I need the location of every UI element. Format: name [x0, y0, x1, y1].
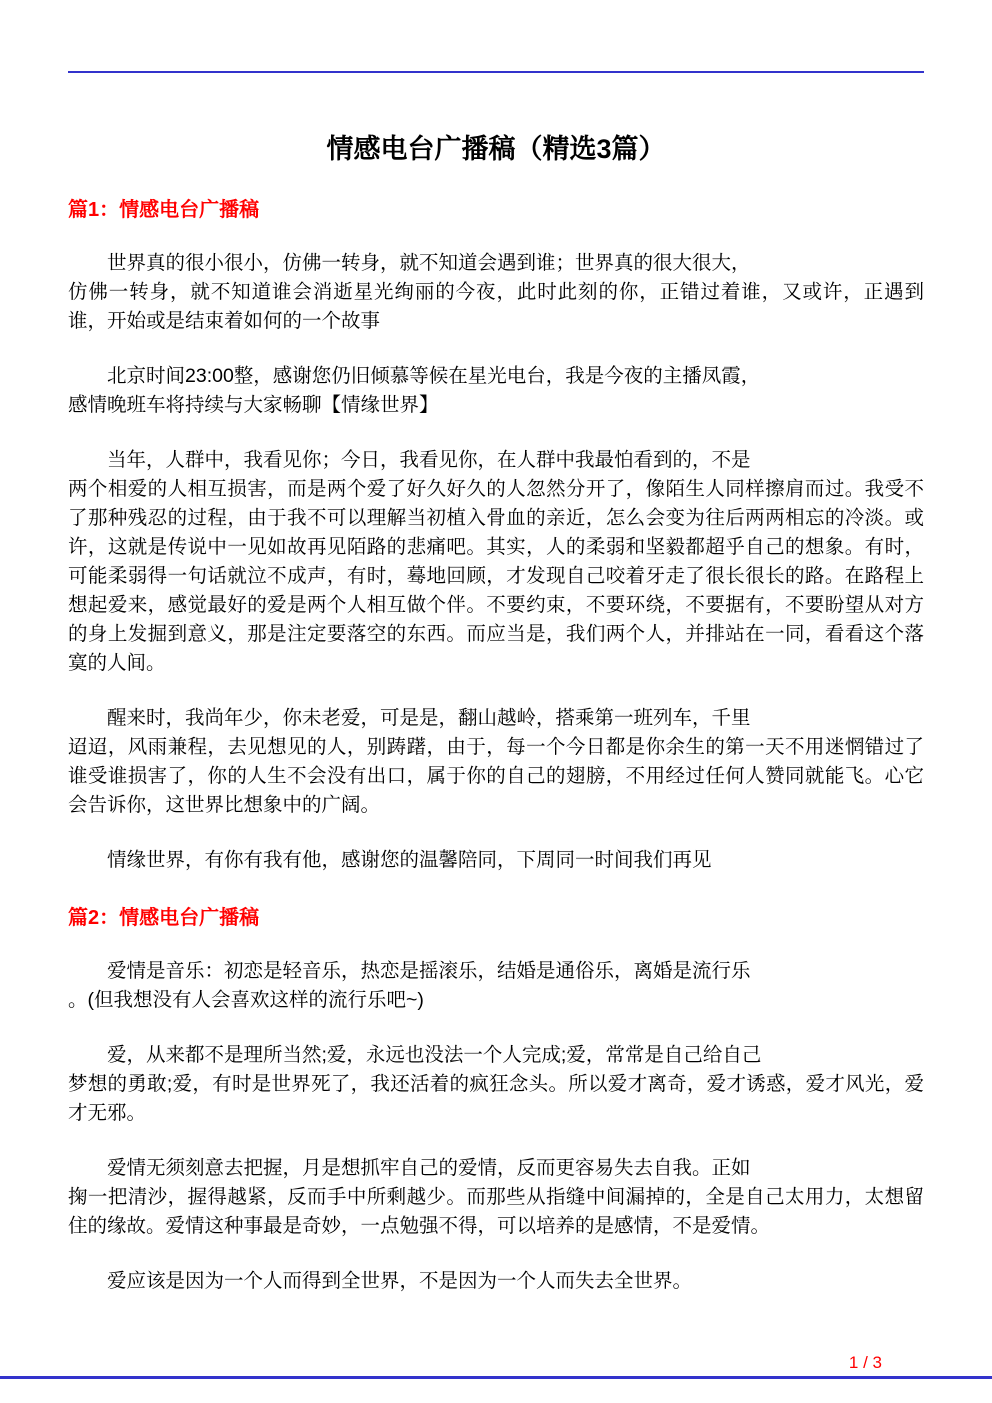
paragraph-continuation: 感情晚班车将持续与大家畅聊【情缘世界】: [68, 394, 439, 416]
paragraph-continuation: 梦想的勇敢;爱，有时是世界死了，我还活着的疯狂念头。所以爱才离奇，爱才诱惑，爱才风光，爱才无邪。: [68, 1073, 924, 1124]
paragraph-first-line: 爱应该是因为一个人而得到全世界，不是因为一个人而失去全世界。: [107, 1270, 693, 1292]
paragraph: [68, 1154, 924, 1241]
paragraph-first-line: 北京时间23:00整，感谢您仍旧倾慕等候在星光电台，我是今夜的主播凤霞，: [107, 365, 761, 387]
paragraph-first-line: 醒来时，我尚年少，你未老爱，可是是，翻山越岭，搭乘第一班列车，千里: [107, 707, 751, 729]
section-1-heading: 篇1：情感电台广播稿: [68, 199, 260, 221]
paragraph-continuation: 迢迢，风雨兼程，去见想见的人，别踌躇，由于，每一个今日都是你余生的第一天不用迷惘错过了谁受谁损害了，你的人生不会没有出口，属于你的自己的翅膀，不用经过任何人赞同就能飞。心它会告诉你，这世界比想象中的广阔。: [68, 736, 924, 816]
document-title: 情感电台广播稿（精选3篇）: [326, 134, 666, 164]
paragraph: [68, 249, 924, 336]
paragraph: [68, 1267, 924, 1296]
page-number: 1 / 3: [848, 1353, 882, 1372]
paragraph-continuation: 掬一把清沙，握得越紧，反而手中所剩越少。而那些从指缝中间漏掉的，全是自己太用力，太想留住的缘故。爱情这种事最是奇妙，一点勉强不得，可以培养的是感情，不是爱情。: [68, 1186, 924, 1237]
paragraph-first-line: 世界真的很小很小，仿佛一转身，就不知道会遇到谁；世界真的很大很大，: [107, 252, 751, 274]
footer-rule: [0, 1376, 992, 1379]
section-1: [68, 197, 924, 875]
document-content: [68, 73, 924, 1322]
paragraph-first-line: 爱情是音乐：初恋是轻音乐，热恋是摇滚乐，结婚是通俗乐，离婚是流行乐: [107, 960, 751, 982]
paragraph-first-line: 爱，从来都不是理所当然;爱，永远也没法一个人完成;爱，常常是自己给自己: [107, 1044, 762, 1066]
paragraph-first-line: 爱情无须刻意去把握，月是想抓牢自己的爱情，反而更容易失去自我。正如: [107, 1157, 751, 1179]
paragraph: [68, 446, 924, 678]
section-2-heading: 篇2：情感电台广播稿: [68, 907, 260, 929]
section-2: [68, 905, 924, 1296]
paragraph: [68, 1041, 924, 1128]
paragraph-continuation: 仿佛一转身，就不知道谁会消逝星光绚丽的今夜，此时此刻的你，正错过着谁，又或许，正遇到谁，开始或是结束着如何的一个故事: [68, 281, 924, 332]
paragraph-first-line: 情缘世界，有你有我有他，感谢您的温馨陪同，下周同一时间我们再见: [107, 849, 712, 871]
paragraph: [68, 846, 924, 875]
paragraph-first-line: 当年，人群中，我看见你；今日，我看见你，在人群中我最怕看到的，不是: [107, 449, 751, 471]
paragraph-continuation: 。(但我想没有人会喜欢这样的流行乐吧~): [68, 989, 424, 1011]
paragraph-continuation: 两个相爱的人相互损害，而是两个爱了好久好久的人忽然分开了，像陌生人同样擦肩而过。我受不了那种残忍的过程，由于我不可以理解当初植入骨血的亲近，怎么会变为往后两两相忘的冷淡。或许，这就是传说中一见如故再见陌路的悲痛吧。其实，人的柔弱和坚毅都超乎自己的想象。有时，可能柔弱得一句话就泣不成声，有时，蓦地回顾，才发现自己咬着牙走了很长很长的路。在路程上想起爱来，感觉最好的爱是两个人相互做个伴。不要约束，不要环绕，不要据有，不要盼望从对方的身上发掘到意义，那是注定要落空的东西。而应当是，我们两个人，并排站在一同，看看这个落寞的人间。: [68, 478, 924, 674]
paragraph: [68, 704, 924, 820]
paragraph: [68, 957, 924, 1015]
paragraph: [68, 362, 924, 420]
